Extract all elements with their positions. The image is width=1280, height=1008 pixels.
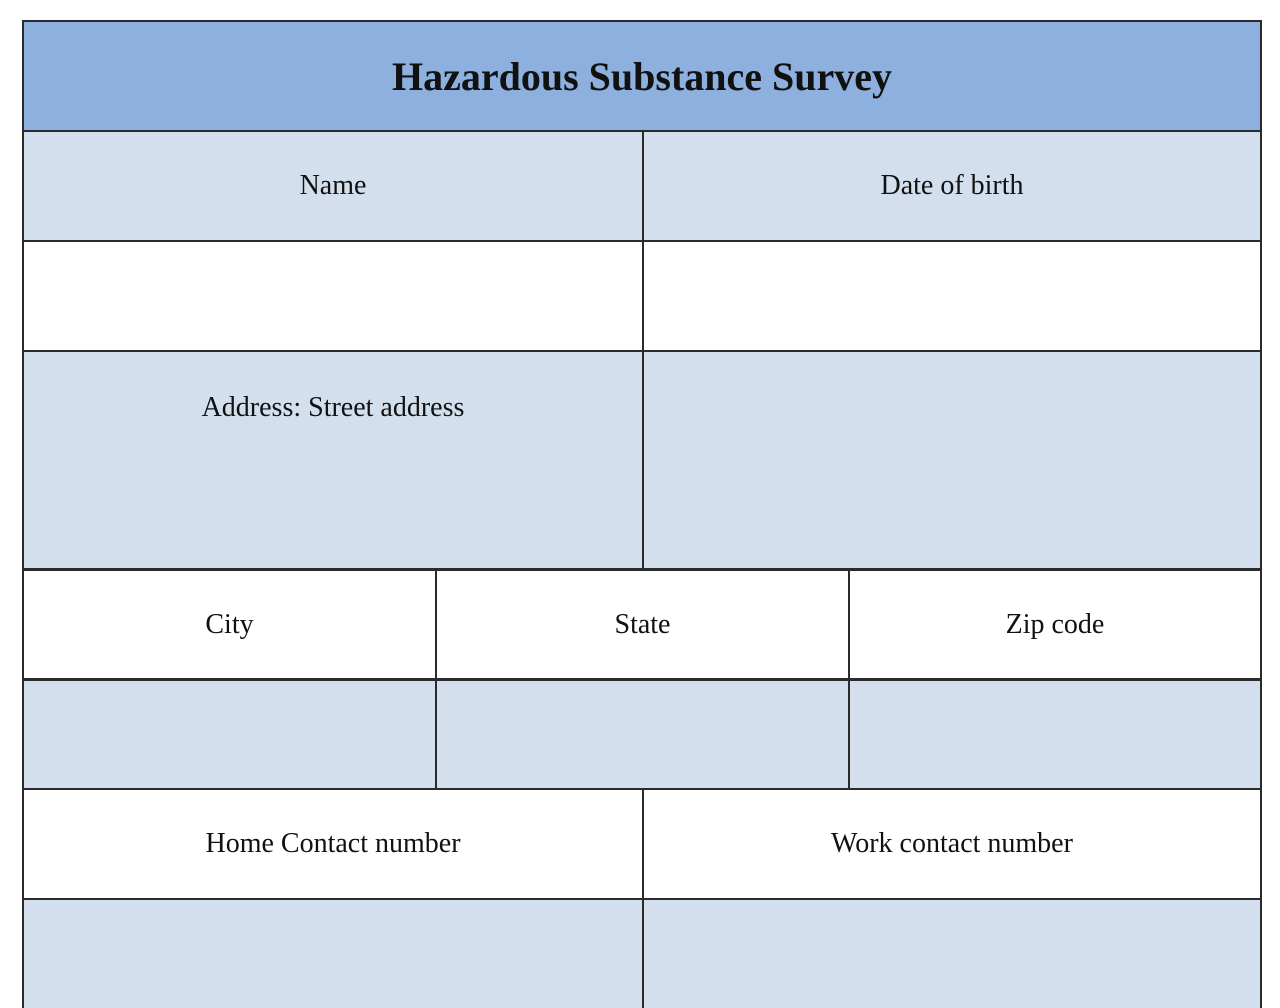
home-contact-input[interactable] (22, 898, 642, 1008)
address-label: Address: Street address (22, 350, 642, 568)
city-state-zip-label-row (22, 568, 1262, 678)
name-input[interactable] (22, 240, 642, 350)
city-input[interactable] (22, 678, 435, 788)
work-contact-label: Work contact number (642, 788, 1262, 898)
contact-label-row (22, 788, 1262, 898)
date-of-birth-label: Date of birth (642, 130, 1262, 240)
date-of-birth-input[interactable] (642, 240, 1262, 350)
work-contact-input[interactable] (642, 898, 1262, 1008)
state-input[interactable] (435, 678, 848, 788)
form-title: Hazardous Substance Survey (22, 20, 1262, 130)
name-dob-input-row (22, 240, 1262, 350)
zip-code-input[interactable] (848, 678, 1262, 788)
city-state-zip-input-row (22, 678, 1262, 788)
state-label: State (435, 568, 848, 678)
name-dob-label-row (22, 130, 1262, 240)
zip-code-label: Zip code (848, 568, 1262, 678)
home-contact-label: Home Contact number (22, 788, 642, 898)
contact-input-row (22, 898, 1262, 1008)
hazardous-substance-survey-form (22, 20, 1262, 1008)
title-row (22, 20, 1262, 130)
address-input[interactable] (642, 350, 1262, 568)
name-label: Name (22, 130, 642, 240)
address-row (22, 350, 1262, 568)
city-label: City (22, 568, 435, 678)
